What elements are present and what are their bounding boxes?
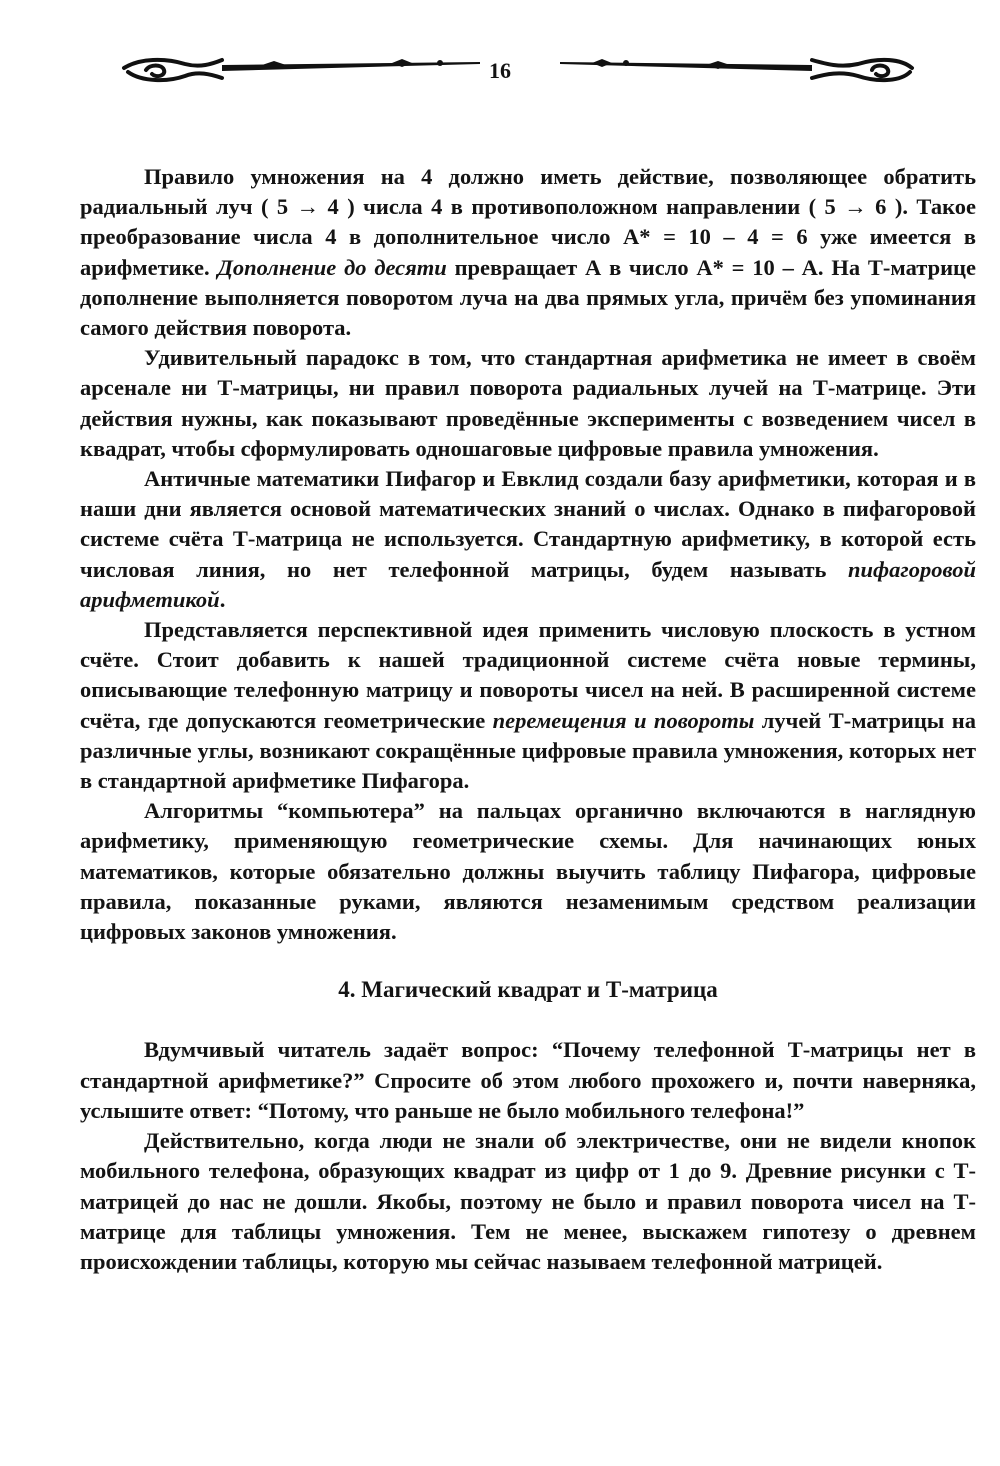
paragraph: Действительно, когда люди не знали об электричестве, они не видели кнопок мобильного телефона, образующих квадрат из цифр от 1 до 9. Древние рисунки с Т-матрицей до нас не дошли. Якобы, поэтому не было и правил поворота чисел на Т-матрице для таблицы умножения. Тем не менее, выскажем гипотезу о древнем происхождении таблицы, которую мы сейчас называем телефонной матрицей.: [80, 1128, 976, 1274]
page-body: [80, 162, 976, 1277]
paragraph: Правило умножения на 4 должно иметь действие, позволяющее обратить радиальный луч ( 5 → 4 ) числа 4 в противоположном направлении ( 5 → 6 ). Такое преобразование числа 4 в дополнительное число А* = 10 – 4 = 6 уже имеется в арифметике. Дополнение до десяти превращает А в число А* = 10 – А. На Т-матрице дополнение выполняется поворотом луча на два прямых угла, причём без упоминания самого действия поворота.: [80, 164, 976, 341]
paragraph: Античные математики Пифагор и Евклид создали базу арифметики, которая и в наши дни является основой математических знаний о числах. Однако в пифагоровой системе счёта Т-матрица не используется. Стандартную арифметику, в которой есть числовая линия, но нет телефонной матрицы, будем называть пифагоровой арифметикой.: [80, 466, 976, 612]
paragraph: Представляется перспективной идея применить числовую плоскость в устном счёте. Стоит добавить к нашей традиционной системе счёта новые термины, описывающие телефонную матрицу и повороты чисел на ней. В расширенной системе счёта, где допускаются геометрические перемещения и повороты лучей Т-матрицы на различные углы, возникают сокращённые цифровые правила умножения, которых нет в стандартной арифметике Пифагора.: [80, 617, 977, 794]
paragraph: Вдумчивый читатель задаёт вопрос: “Почему телефонной Т-матрицы нет в стандартной арифметике?” Спросите об этом любого прохожего и, почти наверняка, услышите ответ: “Потому, что раньше не было мобильного телефона!”: [80, 1037, 976, 1123]
section-heading: 4. Магический квадрат и Т-матрица: [338, 977, 718, 1003]
paragraph: Алгоритмы “компьютера” на пальцах органично включаются в наглядную арифметику, применяющую геометрические схемы. Для начинающих юных математиков, которые обязательно должны выучить таблицу Пифагора, цифровые правила, показанные руками, являются незаменимым средством реализации цифровых законов умножения.: [80, 798, 976, 945]
paragraph: Удивительный парадокс в том, что стандартная арифметика не имеет в своём арсенале ни Т-матрицы, ни правил поворота радиальных лучей на Т-матрице. Эти действия нужны, как показывают проведённые эксперименты с возведением чисел в квадрат, чтобы сформулировать одношаговые цифровые правила умножения.: [80, 345, 976, 461]
page-number: 16: [489, 58, 511, 83]
